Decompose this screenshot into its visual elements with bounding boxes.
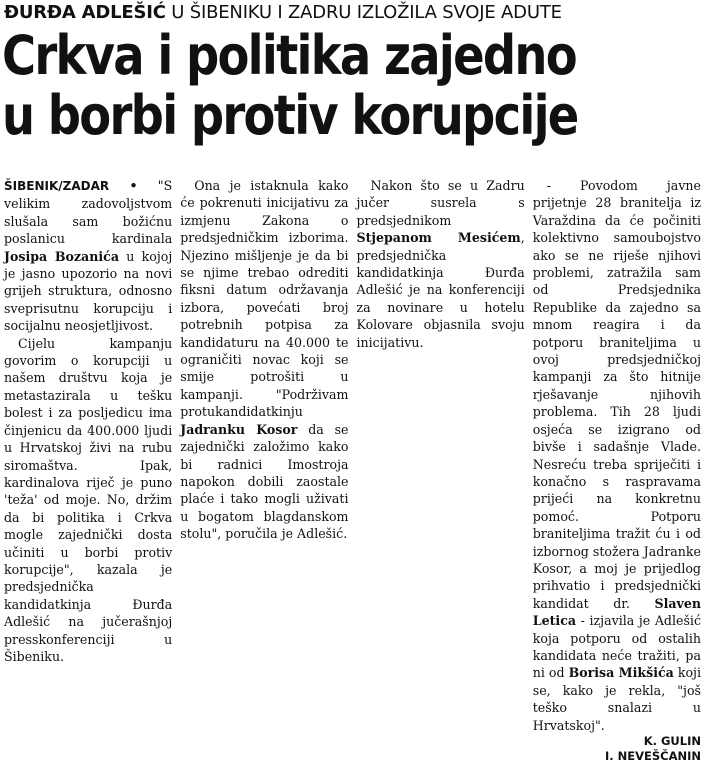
byline-2: I. NEVEŠČANIN	[604, 749, 701, 763]
article-column-1	[4, 177, 173, 664]
person-name-mesic: Stjepanom Mesićem	[356, 230, 521, 246]
headline-line-2: u borbi protiv korupcije	[2, 84, 578, 147]
paragraph-1	[4, 177, 172, 335]
paragraph-4-text-b: , predsjednička kandidatkinja Đurđa Adlešić je na konferenciji za novinare u hotelu Kolovare objasnila svoju inicijativu.	[356, 230, 525, 350]
kicker	[4, 2, 700, 24]
paragraph-4	[357, 177, 525, 351]
paragraph-5	[533, 177, 701, 734]
article-column-4	[532, 177, 701, 763]
person-name-kosor: Jadranku Kosor	[180, 421, 298, 437]
paragraph-3-text-b: da se zajednički založimo kako bi radnici Imostroja napokon dobili zaostale plaće i tako mogli uživati u bogatom blagdanskom stolu", poručila je Adlešić.	[180, 421, 349, 542]
paragraph-3-text-a: Ona je istaknula kako će pokrenuti inicijativu za izmjenu Zakona o predsjedničkim izborima. Njezino mišljenje je da bi se njime trebao odrediti fiksni datum održavanja izbora, povećati broj potrebnih potpisa za kandidaturu na 40.000 te ograničiti novac koji se smije potrošiti u kampanji. "Podrživam protukandidatkinju	[180, 178, 349, 420]
article-column-3	[357, 177, 525, 493]
kicker-text: U ŠIBENIKU I ZADRU IZLOŽILA SVOJE ADUTE	[165, 2, 562, 23]
paragraph-1-text-a: "S velikim zadovoljstvom slušala sam božićnu poslanicu kardinala	[4, 178, 173, 247]
paragraph-5-text-b: - izjavila je Adlešić koja potporu od ostalih kandidata neće tražiti, pa ni od	[532, 613, 701, 681]
headline-line-1: Crkva i politika zajedno	[2, 24, 576, 87]
paragraph-1-text-b: u kojoj je jasno upozorio na novi grijeh struktura, odnosno sveprisutnu korupciju i socijalnu neosjetljivost.	[4, 248, 173, 334]
headline	[2, 26, 604, 146]
person-name-miksic: Borisa Mikšića	[568, 665, 674, 681]
dateline: ŠIBENIK/ZADAR	[4, 179, 110, 193]
paragraph-3	[180, 177, 348, 543]
article-body	[4, 177, 701, 763]
paragraph-2: Cijelu kampanju govorim o korupciji u našem društvu koja je metastazirala u tešku bolest i za posljedicu ima činjenicu da 400.000 ljudi u Hrvatskoj živi na rubu siromaštva. Ipak, kardinalova riječ je puno 'teža' od moje. No, držim da bi politika i Crkva mogle zajednički dosta učiniti u borbi protiv korupcije", kazala je predsjednička kandidatkinja Đurđa Adlešić na jučerašnjoj presskonferenciji u Šibeniku.	[4, 335, 173, 664]
kicker-name: ĐURĐA ADLEŠIĆ	[4, 2, 166, 23]
person-name-bozanic: Josipa Bozanića	[4, 248, 119, 264]
bullet-icon: •	[129, 178, 138, 193]
byline-1: K. GULIN	[643, 734, 701, 748]
paragraph-5-text-c: koji se, kako je rekla, "još teško snalazi u Hrvatskoj".	[532, 665, 701, 733]
paragraph-5-text-a: - Povodom javne prijetnje 28 branitelja iz Varaždina da će počiniti kolektivno samoubojstvo ako se ne riješe njihovi problemi, zatražila sam od Predsjednika Republike da zajedno sa mnom reagira i da potporu braniteljima u ovoj predsjedničkoj kampanji za što hitnije rješavanje njihovih problema. Tih 28 ljudi osjeća se izigrano od bivše i sadašnje Vlade. Nesreću treba spriječiti i konačno s raspravama prijeći na konkretnu pomoć. Potporu braniteljima tražit ću i od izbornog stožera Jadranke Kosor, a moj je prijedlog prihvatio i predsjednički kandidat dr.	[532, 178, 701, 611]
article-column-2	[180, 177, 349, 542]
paragraph-4-text-a: Nakon što se u Zadru jučer susrela s predsjednikom	[356, 178, 525, 228]
person-name-letica: Slaven Letica	[532, 595, 701, 629]
